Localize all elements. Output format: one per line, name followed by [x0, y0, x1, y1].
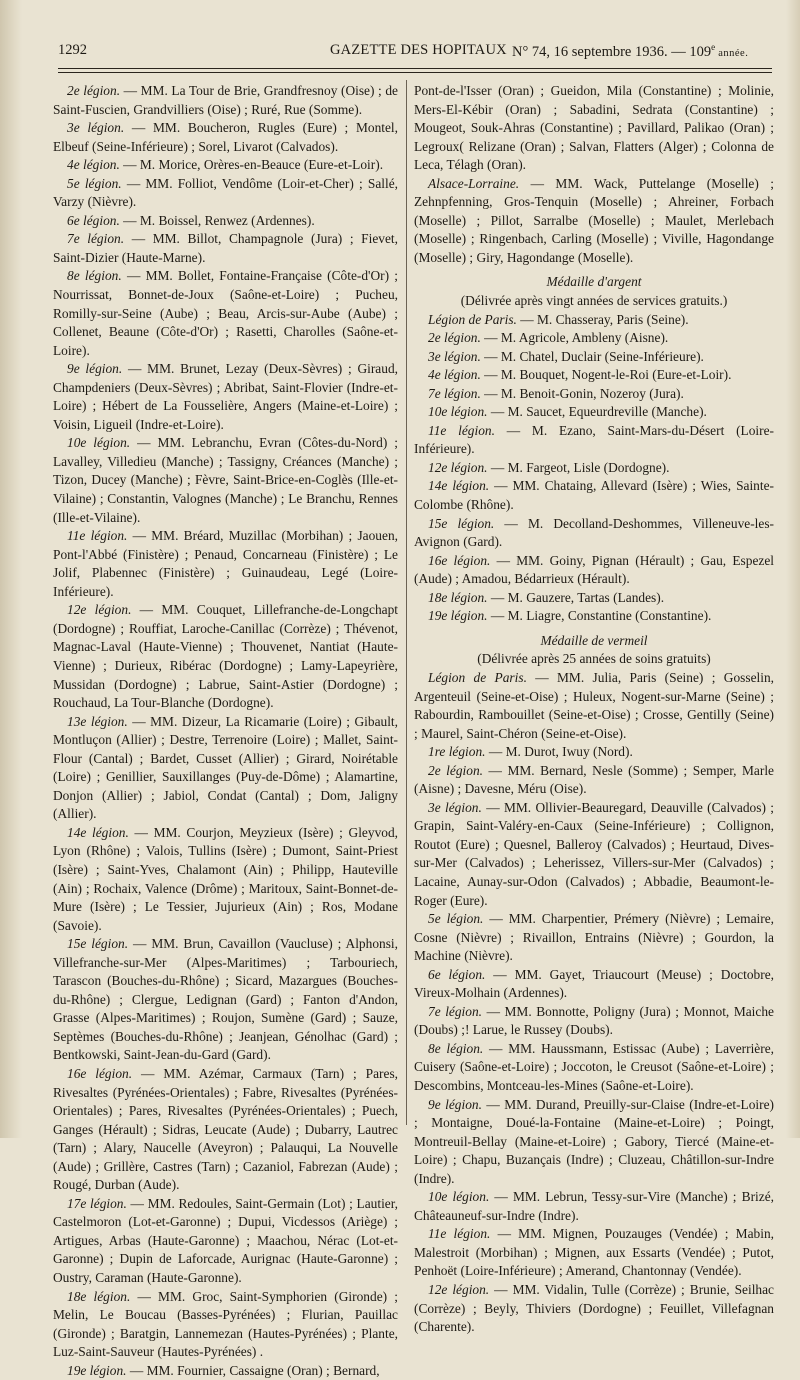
legion-paragraph: [414, 552, 774, 589]
legion-text: — MM. Brun, Cavaillon (Vaucluse) ; Alphonsi, Villefranche-sur-Mer (Alpes-Maritimes) ; Tarbouriech, Tarascon (Bouches-du-Rhône) ; Sicard, Mazargues (Bouches-du-Rhône) ; Clergue, Ledignan (Gard) ; Fanton d'Andon, Grasse (Alpes-Maritimes) ; Roujon, Sumène (Gard) ; Sauze, Septèmes (Bouches-du-Rhône) ; Jeanjean, Génolhac (Gard) ; Bentkowski, Saint-Jean-du-Gard (Gard).: [53, 936, 398, 1063]
legion-label: 7e légion.: [428, 385, 481, 401]
legion-paragraph: [53, 360, 398, 434]
legion-label: 15e légion.: [428, 515, 495, 531]
legion-paragraph: [414, 1096, 774, 1189]
legion-label: 11e légion.: [428, 1226, 491, 1242]
legion-paragraph: [53, 434, 398, 527]
legion-text: — M. Agricole, Ambleny (Aisne).: [480, 330, 669, 346]
legion-paragraph: [414, 1188, 774, 1225]
legion-text: — MM. Billot, Champagnole (Jura) ; Fievet, Saint-Dizier (Haute-Marne).: [53, 231, 399, 265]
legion-paragraph: [414, 743, 774, 762]
legion-paragraph: [53, 82, 398, 119]
legion-text: — MM. Azémar, Carmaux (Tarn) ; Pares, Rivesaltes (Pyrénées-Orientales) ; Fabre, Rivesaltes (Pyrénées-Orientales) ; Pares, Rivesaltes (Pyrénées-Orientales) ; Puech, Ganges (Hérault) ; Sidras, Leucate (Aude) ; Dubarry, Lautrec (Tarn) ; Alary, Naucelle (Aveyron) ; Palauqui, La Nouvelle (Aude) ; Grillère, Castres (Tarn) ; Cazaniol, Fabrezan (Aude) ; Rougé, Durban (Aude).: [53, 1065, 399, 1193]
legion-label: 4e légion.: [428, 367, 481, 383]
legion-paragraph: [414, 669, 774, 743]
legion-paragraph: [414, 459, 774, 478]
legion-text: — MM. Redoules, Saint-Germain (Lot) ; Lautier, Castelmoron (Lot-et-Garonne) ; Dupui, Vicdessos (Ariège) ; Artigues, Arbas (Haute-Garonne) ; Maachou, Nérac (Lot-et-Garonne) ; Dupin de Laforcade, Aurignac (Haute-Garonne) ; Oustry, Caraman (Haute-Garonne).: [53, 1195, 399, 1285]
legion-text: — M. Durot, Iwuy (Nord).: [485, 744, 633, 760]
legion-text: — M. Gauzere, Tartas (Landes).: [487, 589, 665, 605]
legion-paragraph: [53, 175, 398, 212]
legion-label: 11e légion.: [67, 528, 128, 544]
legion-text: — MM. Courjon, Meyzieux (Isère) ; Gleyvod, Lyon (Rhône) ; Valois, Tullins (Isère) ; Dumont, Saint-Priest (Isère) ; Saint-Yves, Chalamont (Ain) ; Philipp, Hauteville (Ain) ; Rochaix, Valence (Drôme) ; Maritoux, Saint-Bonnet-de-Mure (Isère) ; Le Tessier, Jujurieux (Ain) ; Ros, Modane (Savoie).: [53, 824, 398, 933]
legion-text: — MM. Groc, Saint-Symphorien (Gironde) ; Melin, Le Boucau (Basses-Pyrénées) ; Flurian, Pauillac (Gironde) ; Baratgin, Lannemezan (Hautes-Pyrénées) ; Plante, Luz-Saint-Sauveur (Hautes-Pyrénées) .: [53, 1288, 398, 1360]
legion-paragraph: [414, 311, 774, 330]
legion-label: 17e légion.: [67, 1195, 127, 1211]
legion-text: — M. Chasseray, Paris (Seine).: [516, 311, 689, 327]
legion-label: 18e légion.: [67, 1288, 131, 1304]
legion-paragraph: [414, 1281, 774, 1337]
legion-label: 3e légion.: [428, 348, 481, 364]
legion-paragraph: [414, 385, 774, 404]
legion-text: — MM. Vidalin, Tulle (Corrèze) ; Brunie, Seilhac (Corrèze) ; Beyly, Thiviers (Dordogne) ; Feuillet, Villefagnan (Charente).: [414, 1282, 775, 1335]
legion-paragraph: [414, 1225, 774, 1281]
column-divider: [406, 80, 407, 1125]
legion-paragraph: [414, 966, 774, 1003]
legion-text: — MM. Goiny, Pignan (Hérault) ; Gau, Espezel (Aude) ; Amadou, Bédarrieux (Hérault).: [414, 552, 774, 587]
page-right-edge: [786, 0, 800, 1138]
issue-info: [512, 42, 748, 61]
legion-text: — M. Benoit-Gonin, Nozeroy (Jura).: [480, 385, 684, 401]
legion-label: 6e légion.: [428, 966, 486, 982]
legion-paragraph: [414, 589, 774, 608]
page-left-edge: [0, 0, 22, 1138]
legion-text: — MM. Dizeur, La Ricamarie (Loire) ; Gibault, Montluçon (Allier) ; Destre, Terrenoire (Loire) ; Mallet, Saint-Flour (Cantal) ; Bardet, Cusset (Allier) ; Girard, Noirétable (Loire) ; Genillier, Sauxillanges (Puy-de-Dôme) ; Alamartine, Donjon (Allier) ; Jabiol, Condat (Cantal) ; Dom, Jaligny (Allier).: [53, 713, 399, 822]
legion-paragraph: [53, 601, 398, 712]
legion-label: 5e légion.: [67, 175, 122, 191]
legion-text: — MM. Fournier, Cassaigne (Oran) ; Bernard,: [126, 1362, 380, 1378]
section-subtitle-argent: (Délivrée après vingt années de services gratuits.): [460, 293, 728, 309]
issue-suffix: année.: [715, 47, 749, 59]
legion-text: — M. Boissel, Renwez (Ardennes).: [119, 212, 315, 228]
legion-label: 2e légion.: [428, 762, 483, 778]
page-number: 1292: [58, 42, 87, 58]
legion-label: 8e légion.: [428, 1040, 484, 1056]
legion-label: 12e légion.: [67, 602, 132, 618]
legion-text: — MM. Lebranchu, Evran (Côtes-du-Nord) ; Lavalley, Villedieu (Manche) ; Tassigny, Créances (Manche) ; Tizon, Ducey (Manche) ; Fèvre, Saint-Brice-en-Coglès (Ille-et-Vilaine) ; Constantin, Valognes (Manche) ; Le Branchu, Rennes (Ille-et-Vilaine).: [53, 435, 398, 525]
legion-text: — M. Fargeot, Lisle (Dordogne).: [487, 459, 670, 475]
legion-paragraph: [414, 607, 774, 626]
legion-label: 10e légion.: [67, 435, 131, 451]
legion-paragraph: [53, 527, 398, 601]
legion-label: 10e légion.: [428, 404, 488, 420]
continuation-paragraph: Pont-de-l'Isser (Oran) ; Gueidon, Mila (Constantine) ; Molinie, Mers-El-Kébir (Oran) ; Sabadini, Sedrata (Constantine) ; Mougeot, Souk-Ahras (Constantine) ; Pavillard, Palikao (Oran) ; Legroux( Relizane (Oran) ; Salvan, Flatters (Alger) ; Colonna de Leca, Télagh (Oran).: [414, 83, 774, 173]
legion-text: — MM. Chataing, Allevard (Isère) ; Wies, Sainte-Colombe (Rhône).: [414, 478, 774, 513]
legion-text: — MM. Couquet, Lillefranche-de-Longchapt (Dordogne) ; Rouffiat, Laroche-Canillac (Corrèze) ; Thévenot, Magnac-Laval (Haute-Vienne) ; Thouvenet, Nantiat (Haute-Vienne) ; Durieux, Ribérac (Dordogne) ; Lamy-Lapeyrière, Mussidan (Dordogne) ; Labrue, Saint-Astier (Dordogne) ; Rouchaud, La Tour-Blanche (Dordogne).: [53, 602, 398, 711]
legion-paragraph: [414, 762, 774, 799]
legion-label: 2e légion.: [67, 83, 121, 98]
legion-text: — MM. Bréard, Muzillac (Morbihan) ; Jaouen, Pont-l'Abbé (Finistère) ; Penaud, Concarneau (Finistère) ; Le Jolif, Plabennec (Finistère) ; Guinaudeau, Legé (Loire-Inférieure).: [53, 528, 398, 599]
legion-paragraph: [53, 1195, 398, 1288]
legion-label: 10e légion.: [428, 1189, 490, 1205]
legion-paragraph: [53, 935, 398, 1065]
legion-paragraph: [53, 1065, 398, 1195]
legion-label: 16e légion.: [428, 552, 491, 568]
legion-label: 7e légion.: [67, 231, 125, 247]
argent-list: [414, 311, 774, 626]
legion-paragraph: [414, 910, 774, 966]
legion-label: 3e légion.: [428, 799, 482, 815]
legion-text: — MM. Bernard, Nesle (Somme) ; Semper, Marle (Aisne) ; Davesne, Méru (Oise).: [414, 762, 774, 797]
legion-label: 9e légion.: [67, 361, 123, 377]
legion-paragraph: [414, 422, 774, 459]
legion-text: — MM. Bonnotte, Poligny (Jura) ; Monnot, Maiche (Doubs) ;! Larue, le Russey (Doubs).: [414, 1003, 774, 1038]
legion-paragraph: [414, 1040, 774, 1096]
left-column: [53, 82, 398, 1380]
legion-label: 7e légion.: [428, 1003, 483, 1019]
legion-text: — M. Saucet, Equeurdreville (Manche).: [487, 404, 707, 420]
legion-text: — MM. Bollet, Fontaine-Française (Côte-d'Or) ; Nourrissat, Bonnet-de-Joux (Saône-et-Loire) ; Pucheu, Romilly-sur-Seine (Aube) ; Beau, Arcis-sur-Aube (Aube) ; Collenet, Beaune (Côte-d'Or) ; Rasetti, Charolles (Saône-et-Loire).: [53, 268, 399, 358]
legion-paragraph: [53, 156, 398, 175]
legion-paragraph: [414, 515, 774, 552]
legion-label: 6e légion.: [67, 212, 120, 228]
legion-text: — MM. Julia, Paris (Seine) ; Gosselin, Argenteuil (Seine-et-Oise) ; Huleux, Nogent-sur-Marne (Seine) ; Rabourdin, Rambouillet (Seine-et-Oise) ; Crosse, Gentilly (Seine) ; Maurel, Saint-Chéron (Seine-et-Oise).: [414, 669, 774, 741]
legion-text: — MM. Gayet, Triaucourt (Meuse) ; Doctobre, Vireux-Molhain (Ardennes).: [414, 966, 774, 1001]
legion-text: — M. Decolland-Deshommes, Villeneuve-les-Avignon (Gard).: [414, 515, 774, 550]
alsace-paragraph: [414, 175, 774, 268]
legion-paragraph: [414, 366, 774, 385]
legion-paragraph: [53, 824, 398, 935]
legion-label: 9e légion.: [428, 1096, 482, 1112]
legion-text: — MM. Brunet, Lezay (Deux-Sèvres) ; Giraud, Champdeniers (Deux-Sèvres) ; Abribat, Saint-Flovier (Indre-et-Loire) ; Hébert de La Fousselière, Angers (Maine-et-Loire) ; Voisin, Ligueil (Indre-et-Loire).: [53, 361, 398, 432]
legion-text: — MM. Durand, Preuilly-sur-Claise (Indre-et-Loire) ; Montaigne, Doué-la-Fontaine (Maine-et-Loire) ; Poingt, Montreuil-Bellay (Maine-et-Loire) ; Gabory, Tiercé (Maine-et-Loire) ; Chapu, Buzançais (Indre) ; Cluzeau, Châtillon-sur-Indre (Indre).: [414, 1096, 774, 1186]
legion-paragraph: [53, 713, 398, 824]
legion-text: — MM. Wack, Puttelange (Moselle) ; Zehnpfenning, Gros-Tenquin (Moselle) ; Ahreiner, Forbach (Moselle) ; Pillot, Sarralbe (Moselle) ; Maulet, Merlebach (Moselle) ; Ringenbach, Carling (Moselle) ; Viville, Hagondange (Moselle) ; Giry, Hagondange (Moselle).: [414, 175, 774, 265]
legion-text: — MM. Mignen, Pouzauges (Vendée) ; Mabin, Malestroit (Morbihan) ; Mignen, aux Essarts (Vendée) ; Putot, Penhoët (Loire-Inférieure) ; Amerand, Chantonnay (Vendée).: [414, 1226, 774, 1279]
legion-paragraph: [414, 403, 774, 422]
legion-paragraph: [414, 477, 774, 514]
legion-paragraph: [53, 212, 398, 231]
right-column: [414, 82, 774, 1337]
legion-paragraph: [53, 267, 398, 360]
vermeil-list: [414, 669, 774, 1337]
header-rule-thick: [58, 68, 772, 69]
legion-label: Légion de Paris.: [428, 669, 527, 685]
section-heading-argent: Médaille d'argent: [546, 274, 642, 290]
section-heading-vermeil: Médaille de vermeil: [540, 632, 648, 648]
legion-label: 8e légion.: [67, 268, 122, 284]
legion-label: 14e légion.: [428, 478, 490, 494]
running-header: [58, 42, 772, 64]
legion-label: Alsace-Lorraine.: [428, 175, 520, 191]
legion-label: 1re légion.: [428, 744, 486, 760]
legion-label: Légion de Paris.: [428, 311, 517, 327]
legion-text: — M. Bouquet, Nogent-le-Roi (Eure-et-Loir).: [480, 367, 732, 383]
legion-label: 3e légion.: [67, 120, 125, 136]
legion-label: 5e légion.: [428, 911, 484, 927]
legion-text: — M. Chatel, Duclair (Seine-Inférieure).: [480, 348, 704, 364]
header-rule-thin: [58, 72, 772, 73]
issue-text: N° 74, 16 septembre 1936. — 109: [512, 43, 712, 60]
legion-paragraph: [414, 329, 774, 348]
legion-label: 19e légion.: [67, 1362, 127, 1378]
legion-label: 4e légion.: [67, 157, 120, 173]
legion-label: 12e légion.: [428, 1282, 490, 1297]
legion-label: 14e légion.: [67, 824, 129, 840]
legion-text: — MM. Lebrun, Tessy-sur-Vire (Manche) ; Brizé, Châteauneuf-sur-Indre (Indre).: [414, 1189, 774, 1223]
legion-text: — MM. Charpentier, Prémery (Nièvre) ; Lemaire, Cosne (Nièvre) ; Rivaillon, Entrains (Nièvre) ; Gourdon, la Machine (Nièvre).: [414, 911, 774, 964]
legion-text: — M. Ezano, Saint-Mars-du-Désert (Loire-Inférieure).: [414, 422, 774, 457]
legion-label: 12e légion.: [428, 459, 488, 475]
legion-text: — MM. Folliot, Vendôme (Loir-et-Cher) ; Sallé, Varzy (Nièvre).: [53, 175, 398, 210]
legion-text: — M. Liagre, Constantine (Constantine).: [487, 608, 712, 624]
legion-label: 11e légion.: [428, 422, 495, 438]
legion-label: 16e légion.: [67, 1065, 133, 1081]
legion-paragraph: [53, 230, 398, 267]
section-subtitle-vermeil: (Délivrée après 25 années de soins gratuits): [477, 651, 711, 667]
legion-paragraph: [414, 348, 774, 367]
legion-paragraph: [414, 799, 774, 910]
legion-label: 18e légion.: [428, 589, 488, 605]
legion-text: — MM. Ollivier-Beauregard, Deauville (Calvados) ; Grapin, Saint-Valéry-en-Caux (Seine-Inférieure) ; Collignon, Routot (Eure) ; Quesnel, Balleroy (Calvados) ; Heurtaud, Dives-sur-Mer (Calvados) ; Leherissez, Villers-sur-Mer (Calvados) ; Lacaine, Aunay-sur-Odon (Calvados) ; Abbadie, Beaumont-le-Roger (Eure).: [414, 799, 774, 908]
legion-text: — MM. Haussmann, Estissac (Aube) ; Laverrière, Cuisery (Saône-et-Loire) ; Joccoton, le Creusot (Saône-et-Loire) ; Descombins, Montceau-les-Mines (Saône-et-Loire).: [414, 1040, 774, 1093]
legion-text: — MM. La Tour de Brie, Grandfresnoy (Oise) ; de Saint-Fuscien, Grandvilliers (Oise) ; Ruré, Rue (Somme).: [53, 83, 398, 117]
legion-label: 15e légion.: [67, 936, 129, 952]
legion-label: 2e légion.: [428, 330, 481, 346]
legion-label: 13e légion.: [67, 713, 128, 729]
legion-text: — M. Morice, Orères-en-Beauce (Eure-et-Loir).: [119, 157, 384, 173]
issue-sup: e: [711, 42, 716, 52]
journal-title: GAZETTE DES HOPITAUX: [330, 42, 507, 58]
legion-paragraph: [53, 1362, 398, 1380]
legion-paragraph: [53, 1288, 398, 1362]
legion-paragraph: [53, 119, 398, 156]
legion-text: — MM. Boucheron, Rugles (Eure) ; Montel, Elbeuf (Seine-Inférieure) ; Sorel, Livarot (Calvados).: [53, 120, 398, 154]
legion-label: 19e légion.: [428, 608, 488, 624]
legion-paragraph: [414, 1003, 774, 1040]
